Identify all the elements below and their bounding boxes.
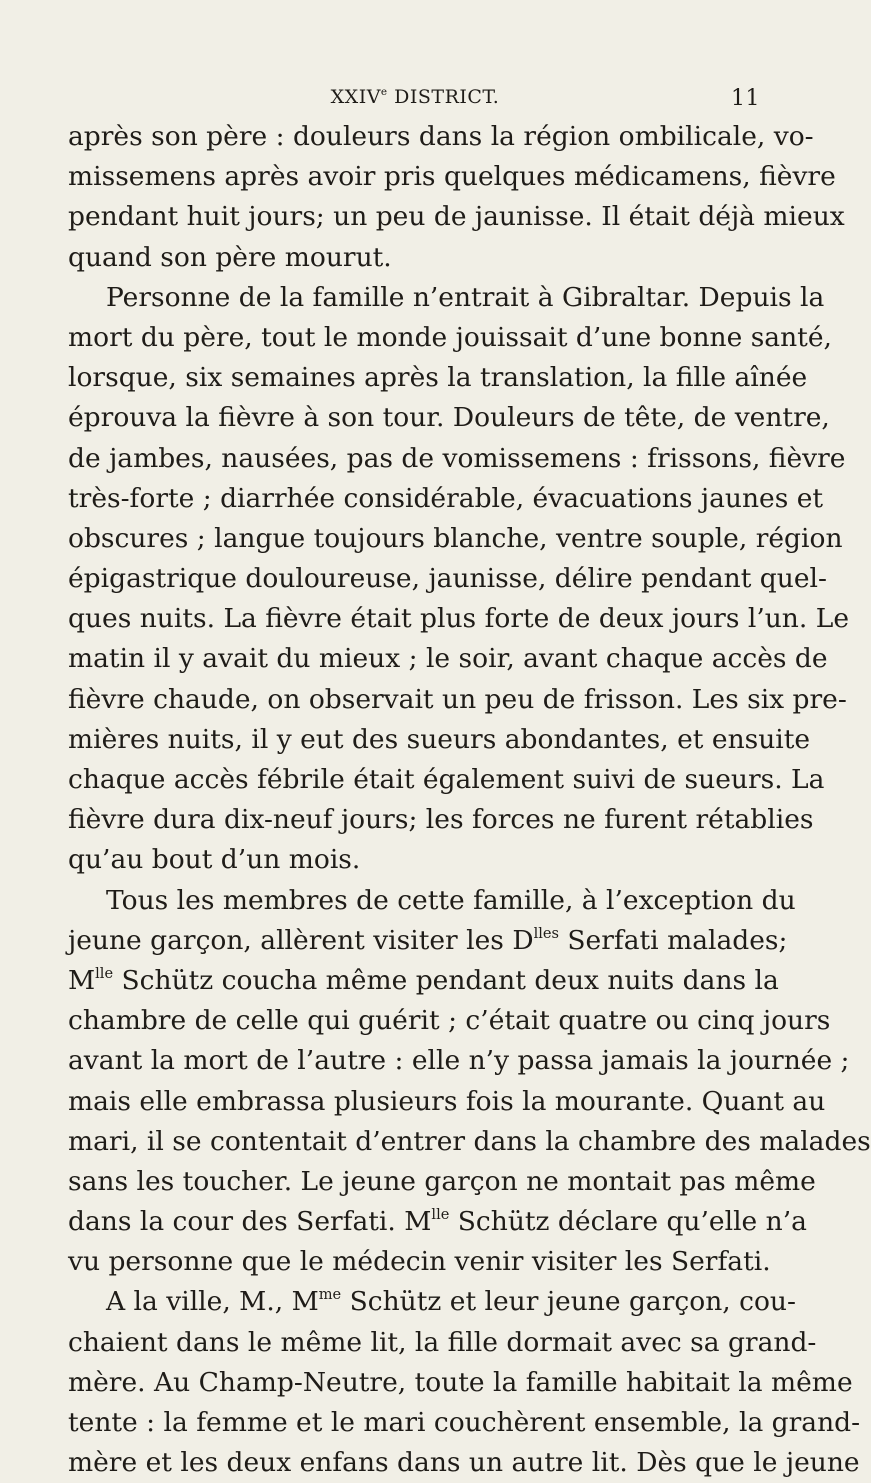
text-line: après son père : douleurs dans la région ombilicale, vo- bbox=[68, 121, 814, 152]
text-line: quand son père mourut. bbox=[68, 241, 392, 273]
page-header bbox=[70, 86, 760, 112]
superscript: lle bbox=[431, 1206, 450, 1224]
text-line: ques nuits. La fièvre était plus forte de deux jours l’un. Le bbox=[68, 603, 849, 635]
text-line: de jambes, nausées, pas de vomissemens : frissons, fièvre bbox=[68, 442, 846, 474]
text-line: mais elle embrassa plusieurs fois la mourante. Quant au bbox=[68, 1085, 826, 1117]
text-line: chaque accès fébrile était également suivi de sueurs. La bbox=[68, 764, 825, 795]
text-line: Tous les membres de cette famille, à l’exception du bbox=[106, 884, 796, 916]
running-head-rest: DISTRICT. bbox=[387, 86, 500, 108]
text-line: Personne de la famille n’entrait à Gibraltar. Depuis la bbox=[106, 281, 825, 313]
text-line: mère et les deux enfans dans un autre lit. Dès que le jeune bbox=[68, 1447, 860, 1479]
text-line: très-forte ; diarrhée considérable, évacuations jaunes et bbox=[68, 482, 824, 514]
text-fragment: Schütz coucha même pendant deux nuits dans la bbox=[113, 964, 779, 996]
text-line: obscures ; langue toujours blanche, ventre souple, région bbox=[68, 522, 843, 554]
text-fragment: M bbox=[68, 964, 96, 996]
text-line: sans les toucher. Le jeune garçon ne montait pas même bbox=[68, 1165, 816, 1197]
text-line: mari, il se contentait d’entrer dans la chambre des malades bbox=[68, 1125, 871, 1157]
running-head bbox=[70, 86, 760, 108]
text-line: éprouva la fièvre à son tour. Douleurs de tête, de ventre, bbox=[68, 402, 830, 434]
text-line: pendant huit jours; un peu de jaunisse. Il était déjà mieux bbox=[68, 201, 845, 233]
superscript: lles bbox=[533, 924, 559, 942]
text-line: avant la mort de l’autre : elle n’y passa jamais la journée ; bbox=[68, 1045, 850, 1077]
page-number: 11 bbox=[731, 86, 760, 111]
text-line bbox=[68, 1202, 807, 1242]
text-line bbox=[68, 961, 779, 1001]
text-fragment: dans la cour des Serfati. M bbox=[68, 1206, 432, 1238]
text-line: lorsque, six semaines après la translation, la fille aînée bbox=[68, 362, 808, 394]
text-fragment: jeune garçon, allèrent visiter les D bbox=[68, 924, 534, 956]
text-line: fièvre dura dix-neuf jours; les forces ne furent rétablies bbox=[68, 804, 814, 836]
text-line: mières nuits, il y eut des sueurs abondantes, et ensuite bbox=[68, 723, 811, 755]
running-head-superscript: e bbox=[380, 86, 388, 99]
text-line: épigastrique douloureuse, jaunisse, délire pendant quel- bbox=[68, 563, 827, 595]
text-line bbox=[68, 921, 788, 961]
text-line: qu’au bout d’un mois. bbox=[68, 844, 361, 876]
text-line: fièvre chaude, on observait un peu de frisson. Les six pre- bbox=[68, 683, 847, 715]
text-line bbox=[68, 1282, 796, 1322]
running-head-main: XXIV bbox=[330, 86, 381, 108]
text-line: matin il y avait du mieux ; le soir, avant chaque accès de bbox=[68, 643, 828, 675]
text-line: chambre de celle qui guérit ; c’était quatre ou cinq jours bbox=[68, 1005, 831, 1037]
body-text bbox=[68, 117, 871, 1483]
text-line: missemens après avoir pris quelques médicamens, fièvre bbox=[68, 161, 836, 193]
text-line: tente : la femme et le mari couchèrent ensemble, la grand- bbox=[68, 1407, 861, 1438]
superscript: me bbox=[318, 1286, 342, 1304]
text-line: vu personne que le médecin venir visiter les Serfati. bbox=[68, 1246, 771, 1278]
text-line: mort du père, tout le monde jouissait d’une bonne santé, bbox=[68, 321, 832, 353]
text-line: chaient dans le même lit, la fille dormait avec sa grand- bbox=[68, 1326, 817, 1358]
text-line: mère. Au Champ-Neutre, toute la famille habitait la même bbox=[68, 1366, 853, 1398]
superscript: lle bbox=[95, 965, 114, 983]
text-fragment: Serfati malades; bbox=[558, 924, 788, 956]
text-fragment: A la ville, M., M bbox=[106, 1286, 319, 1318]
text-fragment: Schütz déclare qu’elle n’a bbox=[449, 1206, 807, 1238]
text-fragment: Schütz et leur jeune garçon, cou- bbox=[341, 1286, 796, 1318]
